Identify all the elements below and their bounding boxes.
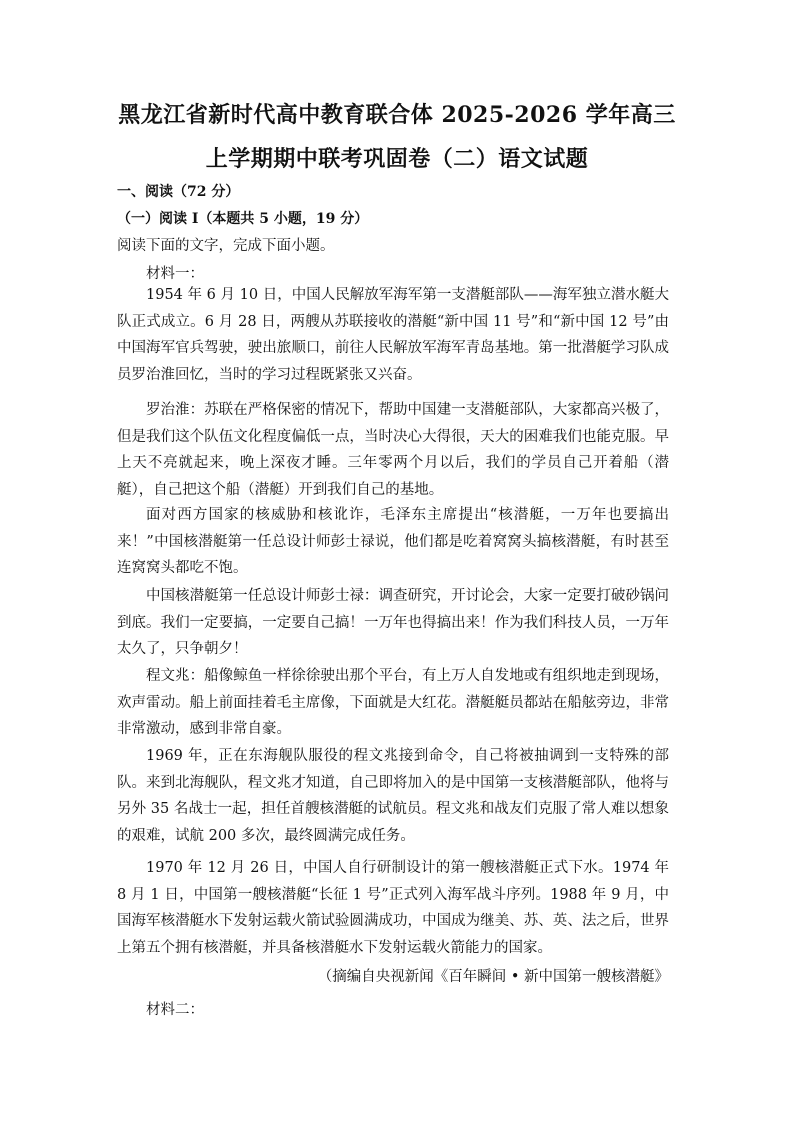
source-citation: （摘编自央视新闻《百年瞬间 • 新中国第一艘核潜艇》 (317, 969, 669, 985)
paragraph: 罗治淮：苏联在严格保密的情况下，帮助中国建一支潜艇部队，大家都高兴极了，但是我们这个队伍文化程度偏低一点，当时决心大得很，天大的困难我们也能克服。早上天不亮就起来，晚上深夜才睡。三年零两个月以后，我们的学员自己开着船（潜艇），自己把这个船（潜艇）开到我们自己的基地。 (117, 402, 669, 498)
instruction-text: 阅读下面的文字，完成下面小题。 (117, 238, 335, 254)
section-heading: 一、阅读（72 分） (117, 184, 240, 200)
paragraph: 1970 年 12 月 26 日，中国人自行研制设计的第一艘核潜艇正式下水。1974 年 8 月 1 日，中国第一艘核潜艇“长征 1 号”正式列入海军战斗序列。1988 年 9 月，中国海军核潜艇水下发射运载火箭试验圆满成功，中国成为继美、苏、英、法之后，世界上第五个拥有核潜艇，并具备核潜艇水下发射运载火箭能力的国家。 (117, 860, 669, 956)
exam-title-line-2: 上学期期中联考巩固卷（二）语文试题 (205, 146, 589, 172)
paragraph: 1954 年 6 月 10 日，中国人民解放军海军第一支潜艇部队——海军独立潜水艇大队正式成立。6 月 28 日，两艘从苏联接收的潜艇“新中国 11 号”和“新中国 12 号”由中国海军官兵驾驶，驶出旅顺口，前往人民解放军海军青岛基地。第一批潜艇学习队成员罗治淮回忆，当时的学习过程既紧张又兴奋。 (117, 287, 669, 383)
paragraph: 1969 年，正在东海舰队服役的程文兆接到命令，自己将被抽调到一支特殊的部队。来到北海舰队，程文兆才知道，自己即将加入的是中国第一支核潜艇部队，他将与另外 35 名战士一起，担任首艘核潜艇的试航员。程文兆和战友们克服了常人难以想象的艰难，试航 200 多次，最终圆满完成任务。 (117, 748, 669, 844)
exam-title-line-1: 黑龙江省新时代高中教育联合体 2025-2026 学年高三 (118, 102, 676, 128)
paragraph: 程文兆：船像鲸鱼一样徐徐驶出那个平台，有上万人自发地或有组织地走到现场，欢声雷动。船上前面挂着毛主席像，下面就是大红花。潜艇艇员都站在船舷旁边，非常非常激动，感到非常自豪。 (117, 668, 669, 737)
material-1-label: 材料一： (146, 266, 204, 282)
subsection-heading: （一）阅读 I（本题共 5 小题，19 分） (117, 211, 369, 227)
paragraph: 面对西方国家的核威胁和核讹诈，毛泽东主席提出“核潜艇，一万年也要搞出来！”中国核潜艇第一任总设计师彭士禄说，他们都是吃着窝窝头搞核潜艇，有时甚至连窝窝头都吃不饱。 (117, 507, 669, 576)
paragraph: 中国核潜艇第一任总设计师彭士禄：调查研究，开讨论会，大家一定要打破砂锅问到底。我们一定要搞，一定要自己搞！一万年也得搞出来！作为我们科技人员，一万年太久了，只争朝夕！ (117, 588, 669, 657)
material-2-label: 材料二： (146, 1002, 204, 1018)
